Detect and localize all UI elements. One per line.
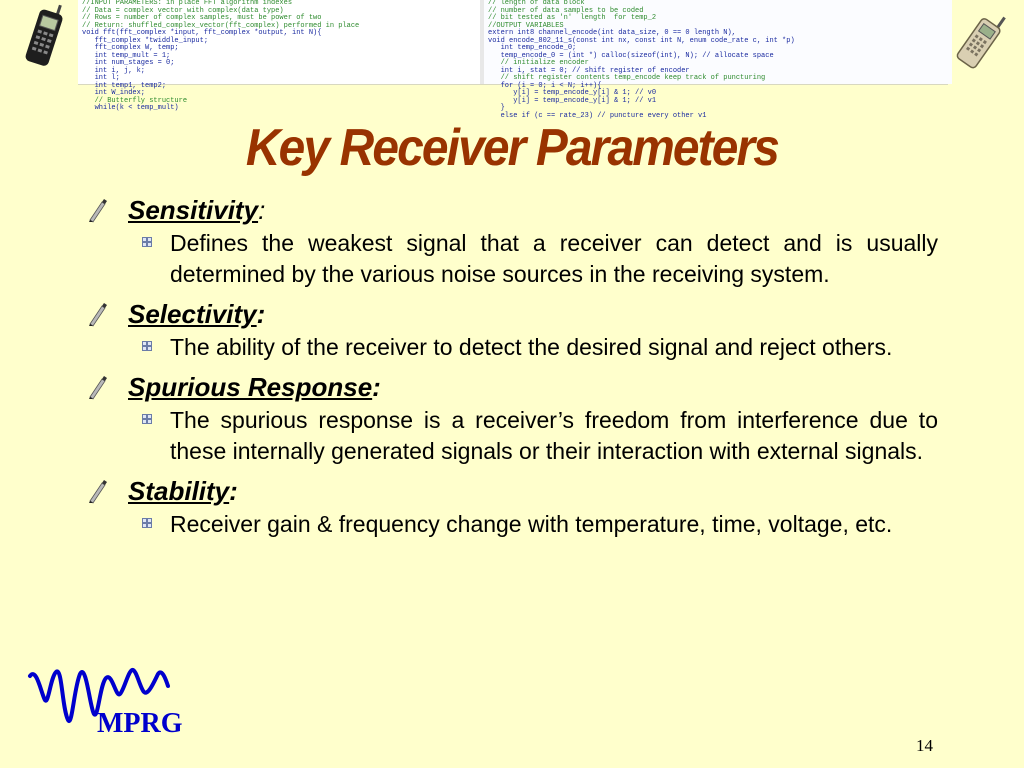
code-line: int l; [82, 74, 120, 82]
code-line: void encode_802_11_s(const int nx, const int N, enum code_rate c, int *p) [488, 36, 795, 45]
code-line: //INPUT PARAMETERS: in place FFT algorithm indexes [82, 0, 293, 7]
list-item [86, 192, 938, 228]
bullet-pen-icon [86, 198, 108, 222]
bullet-square-icon [142, 518, 152, 528]
code-line: // number of data samples to be coded [488, 6, 644, 15]
term-description: Defines the weakest signal that a receiver can detect and is usually determined by the various noise sources in the receiving system. [170, 230, 938, 287]
term-label: Sensitivity [128, 195, 259, 225]
code-line: // shift register contents temp_encode keep track of puncturing [488, 74, 766, 82]
term-heading [128, 473, 938, 509]
term-description: The ability of the receiver to detect the desired signal and reject others. [170, 334, 893, 360]
sub-list-item [86, 509, 938, 540]
slide-title: Key Receiver Parameters [245, 119, 779, 177]
code-banner-left [78, 0, 482, 112]
code-line: int i, stat = 0; // shift register of encoder [488, 66, 690, 75]
term-colon: : [229, 476, 238, 506]
code-line: // Return: shuffled_complex_vector(fft_complex) performed in place [82, 21, 360, 30]
list-item [86, 296, 938, 332]
code-line: int temp1, temp2; [82, 81, 167, 90]
term-heading [128, 296, 938, 332]
bullet-pen-icon [86, 302, 108, 326]
mobile-phone-icon [946, 10, 1014, 76]
code-line: // bit tested as 'n' length for temp_2 [488, 14, 657, 22]
code-line: int temp_mult = 1; [82, 51, 171, 60]
term-description: The spurious response is a receiver’s freedom from interference due to these internally generated signals or their interaction with external signals. [170, 407, 938, 464]
term-label: Spurious Response [128, 372, 373, 402]
term-colon: : [258, 195, 266, 225]
sub-list-item [86, 405, 938, 467]
code-line: int num_stages = 0; [82, 59, 175, 67]
term-heading [128, 369, 938, 405]
code-banner-right [484, 0, 952, 120]
code-line: // Data = complex vector with complex(data type) [82, 6, 284, 15]
sub-list-item [86, 332, 938, 363]
bullet-list [86, 190, 938, 546]
code-line: y[i] = temp_encode_y[i] & 1; // v0 [488, 89, 657, 97]
bullet-square-icon [142, 414, 152, 424]
bullet-pen-icon [86, 479, 108, 503]
code-line: int W_index; [82, 89, 146, 97]
bullet-pen-icon [86, 375, 108, 399]
term-heading [128, 192, 938, 228]
term-colon: : [372, 372, 381, 402]
page-number: 14 [916, 736, 933, 755]
code-line: // Rows = number of complex samples, must be power of two [82, 14, 322, 22]
code-line: void fft(fft_complex *input, fft_complex *output, int N){ [82, 29, 322, 37]
code-line: while(k < temp_mult) [82, 104, 179, 112]
code-line: temp_encode_0 = (int *) calloc(sizeof(int), N); // allocate space [488, 51, 774, 60]
term-label: Selectivity [128, 299, 257, 329]
code-line: extern int8 channel_encode(int data_size, 0 == 0 length N), [488, 29, 736, 37]
code-line: for (i = 0; i < N; i++){ [488, 81, 602, 90]
code-line: // Butterfly structure [82, 96, 188, 105]
mobile-phone-icon [14, 2, 76, 74]
bullet-square-icon [142, 237, 152, 247]
logo-text: MPRG [97, 708, 183, 739]
bullet-square-icon [142, 341, 152, 351]
code-line: int i, j, k; [82, 66, 146, 75]
term-description: Receiver gain & frequency change with temperature, time, voltage, etc. [170, 511, 893, 537]
code-line: else if (c == rate_23) // puncture every other v1 [488, 111, 707, 120]
list-item [86, 369, 938, 405]
code-line: fft_complex *twiddle_input; [82, 36, 209, 45]
code-line: y[i] = temp_encode_y[i] & 1; // v1 [488, 96, 657, 105]
code-line: // length of data block [488, 0, 585, 7]
term-label: Stability [128, 476, 230, 506]
code-line: //OUTPUT VARIABLES [488, 21, 564, 30]
code-line: // initialize encoder [488, 59, 589, 67]
list-item [86, 473, 938, 509]
code-banner [78, 0, 948, 120]
sub-list-item [86, 228, 938, 290]
term-colon: : [256, 299, 266, 329]
code-line: fft_complex W, temp; [82, 44, 179, 52]
code-line: } [488, 104, 505, 112]
code-line: int temp_encode_0; [488, 44, 577, 52]
